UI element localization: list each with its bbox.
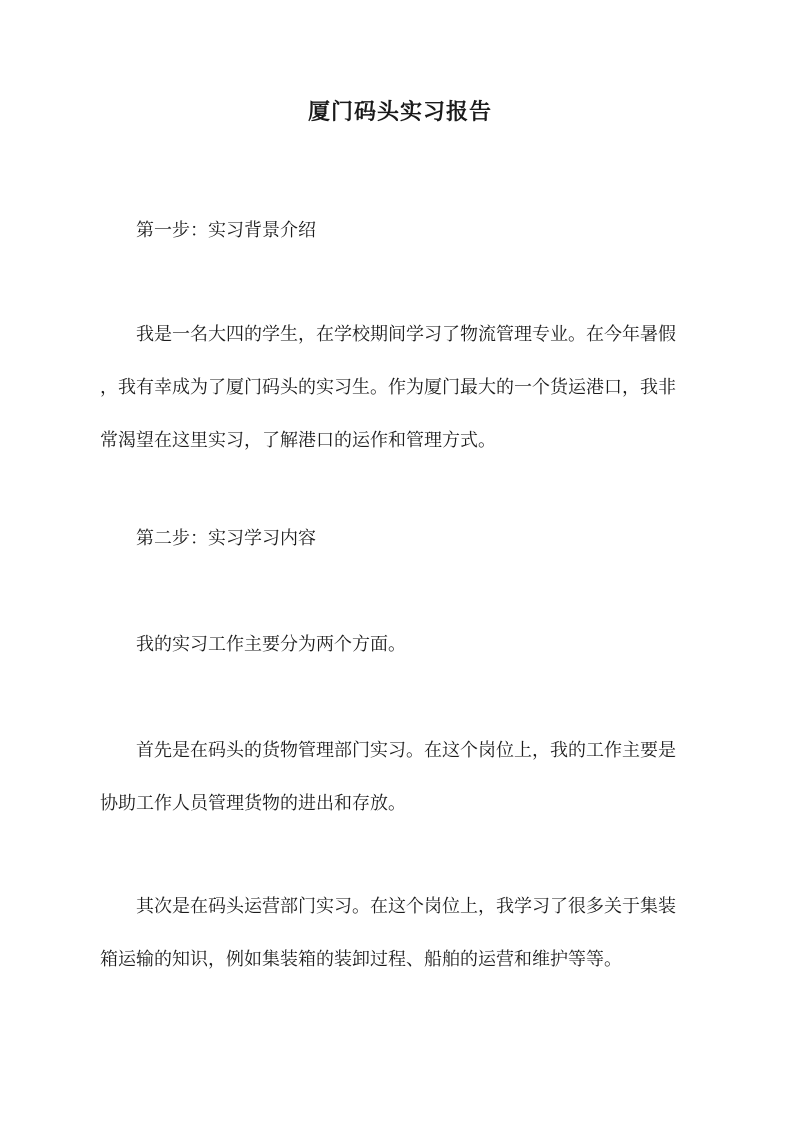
paragraph-line: 其次是在码头运营部门实习。在这个岗位上，我学习了很多关于集装 (136, 896, 676, 917)
paragraph-line: 箱运输的知识，例如集装箱的装卸过程、船舶的运营和维护等等。 (100, 949, 622, 970)
paragraph-line: 常渴望在这里实习，了解港口的运作和管理方式。 (100, 430, 496, 451)
paragraph-background (100, 318, 706, 458)
paragraph-cargo-management (100, 734, 706, 821)
section-heading-background (100, 214, 706, 248)
paragraph-line: 我是一名大四的学生，在学校期间学习了物流管理专业。在今年暑假 (136, 324, 676, 345)
document-title: 厦门码头实习报告 (307, 99, 492, 125)
section-heading-content (100, 522, 706, 556)
section-heading: 第二步：实习学习内容 (136, 528, 316, 549)
paragraph-line: 首先是在码头的货物管理部门实习。在这个岗位上，我的工作主要是 (136, 740, 676, 761)
paragraph-line: ，我有幸成为了厦门码头的实习生。作为厦门最大的一个货运港口，我非 (100, 377, 676, 398)
paragraph-line: 我的实习工作主要分为两个方面。 (136, 634, 406, 655)
paragraph-line: 协助工作人员管理货物的进出和存放。 (100, 793, 406, 814)
section-heading: 第一步：实习背景介绍 (136, 220, 316, 241)
paragraph-overview (100, 628, 706, 662)
paragraph-operations (100, 890, 706, 977)
